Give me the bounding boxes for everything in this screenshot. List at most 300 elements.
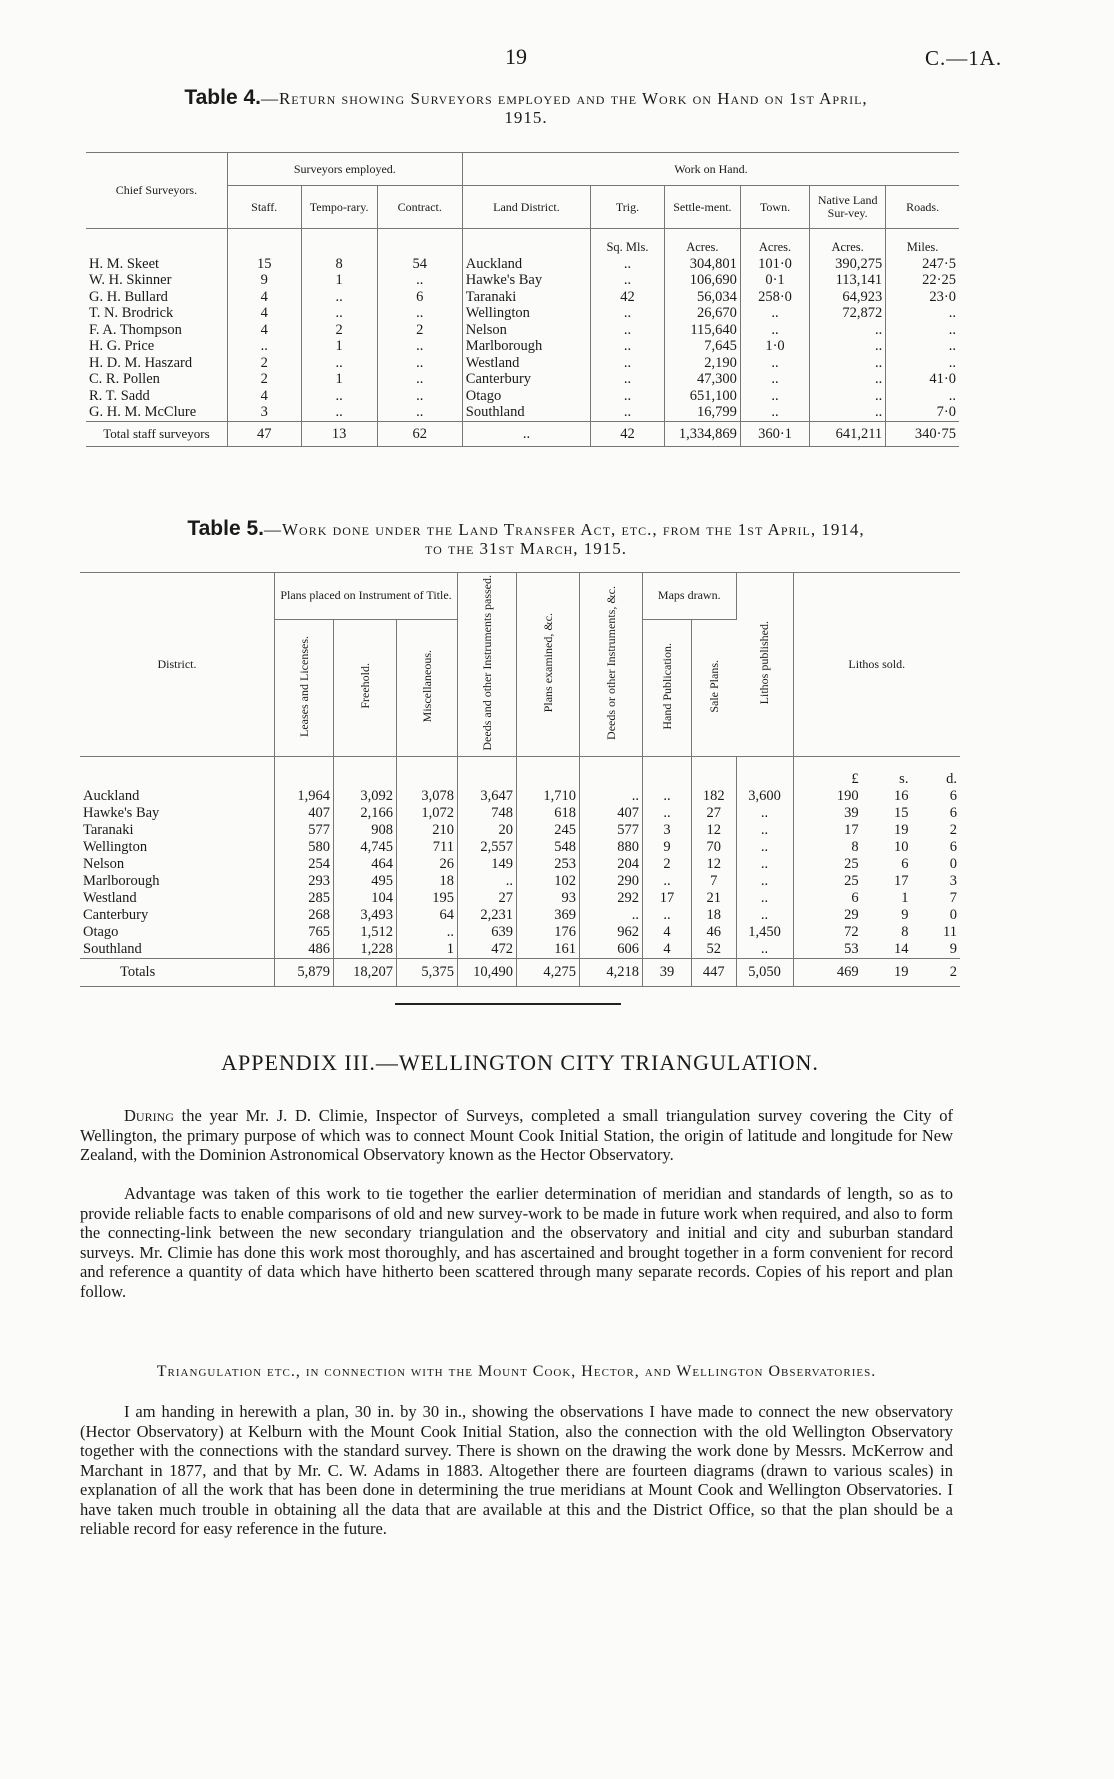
cell-contract: ..	[377, 355, 462, 372]
table-row	[86, 289, 959, 306]
cell-temp: 8	[301, 256, 377, 273]
cell-staff: 2	[227, 371, 301, 388]
cell-chief: W. H. Skinner	[86, 272, 227, 289]
appendix-paragraph-2: Advantage was taken of this work to tie together the earlier determination of meridian and standards of length, so as to provide reliable facts to enable comparisons of old and new survey-work to be made in future work when required, and also to form the connecting-link between the new secondary triangulation and the observatory and initial and city and suburban standard surveys. Mr. Climie has done this work most thoroughly, and has ascertained and brought together in a form convenient for record and reference a quantity of data which have hitherto been scattered through many separate records. Copies of his report and plan follow.	[80, 1184, 953, 1301]
cell-freehold: 3,493	[334, 907, 397, 924]
document-reference: C.—1A.	[925, 46, 1003, 70]
table4-units-row	[86, 229, 959, 256]
total-lithos: 5,050	[736, 958, 793, 986]
col-sale-plans: Sale Plans.	[706, 659, 721, 713]
cell-district: Westland	[80, 890, 275, 907]
cell-l: 25	[844, 872, 859, 889]
cell-temp: ..	[301, 404, 377, 421]
cell-freehold: 908	[334, 822, 397, 839]
cell-chief: G. H. Bullard	[86, 289, 227, 306]
cell-contract: 6	[377, 289, 462, 306]
cell-district: Southland	[462, 404, 590, 421]
table-row	[80, 788, 960, 805]
col-lithos-published-header	[736, 573, 793, 757]
cell-native: ..	[810, 371, 886, 388]
cell-settlement: 47,300	[664, 371, 740, 388]
cell-temp: ..	[301, 289, 377, 306]
cell-d: 6	[949, 787, 957, 804]
cell-trig: ..	[591, 322, 665, 339]
total-district: ..	[462, 421, 590, 447]
cell-town: ..	[740, 388, 809, 405]
table4-caption-line2: 1915.	[504, 108, 548, 127]
cell-freehold: 4,745	[334, 839, 397, 856]
cell-lithos: 1,450	[736, 924, 793, 941]
table-row	[80, 941, 960, 959]
cell-native: 64,923	[810, 289, 886, 306]
cell-other: 880	[580, 839, 643, 856]
cell-plans: 245	[517, 822, 580, 839]
table-row	[80, 805, 960, 822]
cell-temp: 2	[301, 322, 377, 339]
cell-other: 292	[580, 890, 643, 907]
group-surveyors-employed: Surveyors employed.	[227, 153, 462, 186]
table-row	[80, 839, 960, 856]
cell-d: 2	[949, 821, 957, 838]
cell-s: 8	[901, 923, 909, 940]
cell-leases: 577	[275, 822, 334, 839]
table-row	[80, 890, 960, 907]
unit-roads: Miles.	[906, 240, 939, 254]
cell-trig: 42	[591, 289, 665, 306]
cell-other: 407	[580, 805, 643, 822]
cell-misc: 711	[397, 839, 458, 856]
cell-l: 72	[844, 923, 859, 940]
table4-caption	[86, 88, 966, 127]
cell-town: 101·0	[740, 256, 809, 273]
cell-lithos: ..	[736, 890, 793, 907]
cell-misc: 1,072	[397, 805, 458, 822]
cell-contract: ..	[377, 272, 462, 289]
cell-hand: ..	[643, 788, 692, 805]
cell-misc: ..	[397, 924, 458, 941]
cell-roads: ..	[948, 387, 956, 404]
total-d: 2	[911, 958, 960, 986]
cell-deeds: 639	[458, 924, 517, 941]
col-leases: Leases and Licenses.	[296, 635, 311, 737]
cell-roads: ..	[948, 354, 956, 371]
cell-hand: ..	[643, 805, 692, 822]
cell-l: 29	[844, 906, 859, 923]
cell-town: 0·1	[740, 272, 809, 289]
unit-pence: d.	[946, 770, 957, 787]
col-deeds-other-header	[580, 573, 643, 757]
cell-hand: 4	[643, 941, 692, 959]
cell-settlement: 106,690	[664, 272, 740, 289]
cell-d: 6	[949, 838, 957, 855]
cell-district: Southland	[80, 941, 275, 959]
cell-town: ..	[740, 305, 809, 322]
cell-staff: 4	[227, 322, 301, 339]
cell-lithos: ..	[736, 873, 793, 890]
cell-chief: H. M. Skeet	[86, 256, 227, 273]
total-plans: 4,275	[517, 958, 580, 986]
cell-leases: 268	[275, 907, 334, 924]
col-misc-header	[397, 619, 458, 756]
table-row	[80, 822, 960, 839]
cell-other: 577	[580, 822, 643, 839]
cell-sale: 18	[692, 907, 737, 924]
cell-district: Hawke's Bay	[80, 805, 275, 822]
cell-leases: 407	[275, 805, 334, 822]
cell-district: Canterbury	[80, 907, 275, 924]
cell-s: 1	[901, 889, 909, 906]
cell-trig: ..	[591, 371, 665, 388]
cell-settlement: 651,100	[664, 388, 740, 405]
col-freehold: Freehold.	[357, 663, 372, 709]
group-plans-placed: Plans placed on Instrument of Title.	[275, 573, 458, 620]
cell-temp: 1	[301, 272, 377, 289]
appendix-title: APPENDIX III.—WELLINGTON CITY TRIANGULATION.	[221, 1050, 819, 1075]
cell-misc: 26	[397, 856, 458, 873]
cell-settlement: 26,670	[664, 305, 740, 322]
cell-settlement: 7,645	[664, 338, 740, 355]
paragraph-1-text: the year Mr. J. D. Climie, Inspector of Surveys, completed a small triangulation survey covering the City of Wellington, the primary purpose of which was to connect Mount Cook Initial Station, the origin of latitude and longitude for New Zealand, with the Dominion Astronomical Observatory known as the Hector Observatory.	[80, 1106, 953, 1164]
cell-town: 1·0	[740, 338, 809, 355]
cell-lithos: 3,600	[736, 788, 793, 805]
cell-district: Hawke's Bay	[462, 272, 590, 289]
cell-settlement: 16,799	[664, 404, 740, 421]
cell-leases: 293	[275, 873, 334, 890]
cell-hand: 9	[643, 839, 692, 856]
table5-caption-line2: to the 31st March, 1915.	[424, 539, 628, 558]
cell-d: 7	[949, 889, 957, 906]
cell-settlement: 2,190	[664, 355, 740, 372]
cell-town: ..	[740, 404, 809, 421]
cell-temp: 1	[301, 338, 377, 355]
cell-deeds: 149	[458, 856, 517, 873]
cell-l: 8	[851, 838, 859, 855]
table-row	[80, 907, 960, 924]
cell-hand: ..	[643, 873, 692, 890]
cell-native: 113,141	[810, 272, 886, 289]
cell-freehold: 104	[334, 890, 397, 907]
table5-caption-line1: —Work done under the Land Transfer Act, etc., from the 1st April, 1914,	[264, 520, 865, 539]
col-lithos-sold: Lithos sold.	[793, 573, 960, 757]
cell-native: ..	[810, 338, 886, 355]
cell-s: 16	[893, 787, 909, 804]
table5-caption	[86, 519, 966, 558]
table-row	[86, 388, 959, 405]
cell-plans: 253	[517, 856, 580, 873]
cell-l: 190	[836, 787, 859, 804]
cell-deeds: 20	[458, 822, 517, 839]
table-row	[86, 256, 959, 273]
cell-misc: 1	[397, 941, 458, 959]
cell-deeds: 27	[458, 890, 517, 907]
cell-native: 390,275	[810, 256, 886, 273]
total-freehold: 18,207	[334, 958, 397, 986]
cell-plans: 102	[517, 873, 580, 890]
col-leases-header	[275, 619, 334, 756]
cell-trig: ..	[591, 272, 665, 289]
col-plans-examined-header	[517, 573, 580, 757]
cell-hand: 4	[643, 924, 692, 941]
cell-deeds: 2,231	[458, 907, 517, 924]
cell-contract: ..	[377, 371, 462, 388]
cell-sale: 27	[692, 805, 737, 822]
table4-caption-line1: —Return showing Surveyors employed and the Work on Hand on 1st April,	[260, 89, 868, 108]
cell-freehold: 2,166	[334, 805, 397, 822]
cell-staff: 3	[227, 404, 301, 421]
cell-trig: ..	[591, 388, 665, 405]
table-row	[86, 338, 959, 355]
cell-trig: ..	[591, 256, 665, 273]
cell-plans: 161	[517, 941, 580, 959]
col-contract: Contract.	[377, 186, 462, 229]
cell-freehold: 3,092	[334, 788, 397, 805]
cell-roads: ..	[948, 338, 956, 354]
cell-lithos: ..	[736, 856, 793, 873]
total-misc: 5,375	[397, 958, 458, 986]
total-hand: 39	[643, 958, 692, 986]
cell-s: 17	[893, 872, 909, 889]
appendix-paragraph-3: I am handing in herewith a plan, 30 in. by 30 in., showing the observations I have made to connect the new observatory (Hector Observatory) at Kelburn with the Mount Cook Initial Station, also the connection with the old Wellington Observatory together with the connections with the standard survey. There is shown on the drawing the work done by Messrs. McKerrow and Marchant in 1877, and that by Mr. C. W. Adams in 1883. Altogether there are fourteen diagrams (drawn to various scales) in explanation of all the work that has been done in determining the true meridians at Mount Cook and Wellington Observatories. I have taken much trouble in obtaining all the data that are available at this and the District Office, so that the plan should be a reliable record for easy reference in the future.	[80, 1402, 953, 1538]
table-row	[86, 404, 959, 421]
table-row	[80, 873, 960, 890]
cell-freehold: 464	[334, 856, 397, 873]
total-temp: 13	[301, 421, 377, 447]
cell-d: 0	[949, 906, 957, 923]
cell-chief: F. A. Thompson	[86, 322, 227, 339]
cell-other: 962	[580, 924, 643, 941]
table-row	[86, 305, 959, 322]
total-contract: 62	[377, 421, 462, 447]
total-deeds: 10,490	[458, 958, 517, 986]
cell-chief: G. H. M. McClure	[86, 404, 227, 421]
table-row	[80, 856, 960, 873]
cell-staff: ..	[227, 338, 301, 355]
table-total-row	[86, 421, 959, 447]
cell-l: 6	[851, 889, 859, 906]
cell-sale: 52	[692, 941, 737, 959]
cell-trig: ..	[591, 338, 665, 355]
cell-leases: 580	[275, 839, 334, 856]
cell-other: 290	[580, 873, 643, 890]
cell-d: 0	[949, 855, 957, 872]
cell-district: Westland	[462, 355, 590, 372]
cell-sale: 12	[692, 822, 737, 839]
group-work-on-hand: Work on Hand.	[462, 153, 959, 186]
cell-contract: ..	[377, 338, 462, 355]
cell-chief: H. D. M. Haszard	[86, 355, 227, 372]
col-hand-publication: Hand Publication.	[659, 642, 674, 730]
cell-deeds: 472	[458, 941, 517, 959]
cell-lithos: ..	[736, 805, 793, 822]
col-deeds-passed-header	[458, 573, 517, 757]
table-row	[86, 371, 959, 388]
cell-s: 15	[893, 804, 909, 821]
cell-temp: ..	[301, 388, 377, 405]
cell-district: Marlborough	[80, 873, 275, 890]
cell-district: Auckland	[80, 788, 275, 805]
cell-settlement: 304,801	[664, 256, 740, 273]
total-leases: 5,879	[275, 958, 334, 986]
table5-units-row	[80, 756, 960, 788]
cell-native: ..	[810, 404, 886, 421]
cell-d: 3	[949, 872, 957, 889]
cell-chief: R. T. Sadd	[86, 388, 227, 405]
cell-roads: 23·0	[929, 288, 956, 305]
section-subheading: Triangulation etc., in connection with the Mount Cook, Hector, and Wellington Observatories.	[156, 1363, 877, 1380]
cell-contract: 54	[377, 256, 462, 273]
cell-misc: 3,078	[397, 788, 458, 805]
cell-contract: ..	[377, 305, 462, 322]
col-temporary: Tempo-rary.	[301, 186, 377, 229]
cell-roads: 22·25	[922, 272, 956, 288]
cell-district: Nelson	[462, 322, 590, 339]
cell-hand: ..	[643, 907, 692, 924]
cell-misc: 18	[397, 873, 458, 890]
cell-chief: T. N. Brodrick	[86, 305, 227, 322]
col-trig: Trig.	[591, 186, 665, 229]
cell-staff: 4	[227, 305, 301, 322]
cell-staff: 4	[227, 388, 301, 405]
cell-staff: 2	[227, 355, 301, 372]
cell-freehold: 1,512	[334, 924, 397, 941]
col-hand-publication-header	[643, 619, 692, 756]
table-row	[86, 322, 959, 339]
cell-d: 11	[943, 923, 957, 940]
cell-sale: 12	[692, 856, 737, 873]
cell-trig: ..	[591, 404, 665, 421]
cell-town: ..	[740, 355, 809, 372]
cell-district: Wellington	[80, 839, 275, 856]
total-label: Total staff surveyors	[86, 421, 227, 447]
cell-district: Otago	[462, 388, 590, 405]
cell-contract: ..	[377, 388, 462, 405]
table5	[80, 572, 960, 987]
cell-l: 25	[844, 855, 859, 872]
cell-leases: 765	[275, 924, 334, 941]
cell-l: 17	[844, 821, 859, 838]
cell-sale: 21	[692, 890, 737, 907]
cell-lithos: ..	[736, 941, 793, 959]
cell-d: 9	[949, 940, 957, 957]
cell-sale: 7	[692, 873, 737, 890]
cell-leases: 1,964	[275, 788, 334, 805]
cell-district: Taranaki	[462, 289, 590, 306]
cell-misc: 210	[397, 822, 458, 839]
unit-shillings: s.	[899, 770, 909, 787]
cell-trig: ..	[591, 305, 665, 322]
cell-sale: 46	[692, 924, 737, 941]
cell-hand: 3	[643, 822, 692, 839]
cell-roads: ..	[948, 305, 956, 321]
cell-leases: 285	[275, 890, 334, 907]
cell-other: ..	[580, 907, 643, 924]
section-divider	[395, 1003, 621, 1005]
cell-chief: H. G. Price	[86, 338, 227, 355]
table4	[86, 152, 959, 447]
table4-number: Table 4.	[184, 86, 261, 109]
total-s: 19	[862, 958, 912, 986]
col-chief-surveyors: Chief Surveyors.	[86, 153, 227, 229]
cell-lithos: ..	[736, 822, 793, 839]
cell-town: ..	[740, 371, 809, 388]
table-total-row	[80, 958, 960, 986]
cell-district: Wellington	[462, 305, 590, 322]
cell-native: ..	[810, 355, 886, 372]
cell-roads: 247·5	[922, 255, 956, 272]
page-number: 19	[505, 44, 527, 69]
cell-l: 39	[844, 804, 859, 821]
cell-misc: 195	[397, 890, 458, 907]
cell-district: Auckland	[462, 256, 590, 273]
cell-s: 6	[901, 855, 909, 872]
table5-number: Table 5.	[187, 517, 264, 540]
cell-plans: 369	[517, 907, 580, 924]
cell-plans: 618	[517, 805, 580, 822]
col-lithos-published: Lithos published.	[757, 621, 771, 705]
cell-chief: C. R. Pollen	[86, 371, 227, 388]
cell-freehold: 1,228	[334, 941, 397, 959]
total-l: 469	[793, 958, 862, 986]
cell-roads: 7·0	[936, 404, 956, 420]
unit-pounds: £	[851, 770, 859, 787]
table-row	[80, 924, 960, 941]
cell-s: 19	[893, 821, 909, 838]
cell-district: Otago	[80, 924, 275, 941]
cell-other: ..	[580, 788, 643, 805]
cell-s: 10	[893, 838, 909, 855]
total-roads: 340·75	[886, 421, 959, 447]
cell-district: Nelson	[80, 856, 275, 873]
total-other: 4,218	[580, 958, 643, 986]
cell-sale: 70	[692, 839, 737, 856]
cell-roads: ..	[948, 321, 956, 338]
total-district: Totals	[80, 958, 275, 986]
cell-hand: 17	[643, 890, 692, 907]
cell-native: ..	[810, 388, 886, 405]
cell-staff: 4	[227, 289, 301, 306]
cell-plans: 548	[517, 839, 580, 856]
unit-native: Acres.	[810, 229, 886, 256]
cell-s: 14	[893, 940, 909, 957]
cell-settlement: 115,640	[664, 322, 740, 339]
cell-plans: 93	[517, 890, 580, 907]
cell-native: 72,872	[810, 305, 886, 322]
col-sale-plans-header	[692, 619, 737, 756]
col-settlement: Settle-ment.	[664, 186, 740, 229]
table-row	[86, 272, 959, 289]
col-roads: Roads.	[886, 186, 959, 229]
col-district: District.	[80, 573, 275, 757]
cell-deeds: ..	[458, 873, 517, 890]
cell-staff: 15	[227, 256, 301, 273]
appendix-paragraph-1	[80, 1106, 953, 1165]
cell-trig: ..	[591, 355, 665, 372]
col-deeds-other: Deeds or other Instruments, &c.	[603, 585, 618, 740]
total-native: 641,211	[810, 421, 886, 447]
unit-town: Acres.	[740, 229, 809, 256]
cell-lithos: ..	[736, 839, 793, 856]
cell-lithos: ..	[736, 907, 793, 924]
table-row	[86, 355, 959, 372]
cell-town: 258·0	[740, 289, 809, 306]
cell-town: ..	[740, 322, 809, 339]
col-town: Town.	[740, 186, 809, 229]
cell-leases: 254	[275, 856, 334, 873]
cell-staff: 9	[227, 272, 301, 289]
cell-sale: 182	[692, 788, 737, 805]
col-plans-examined: Plans examined, &c.	[540, 613, 555, 713]
col-deeds-passed: Deeds and other Instruments passed.	[479, 575, 494, 751]
